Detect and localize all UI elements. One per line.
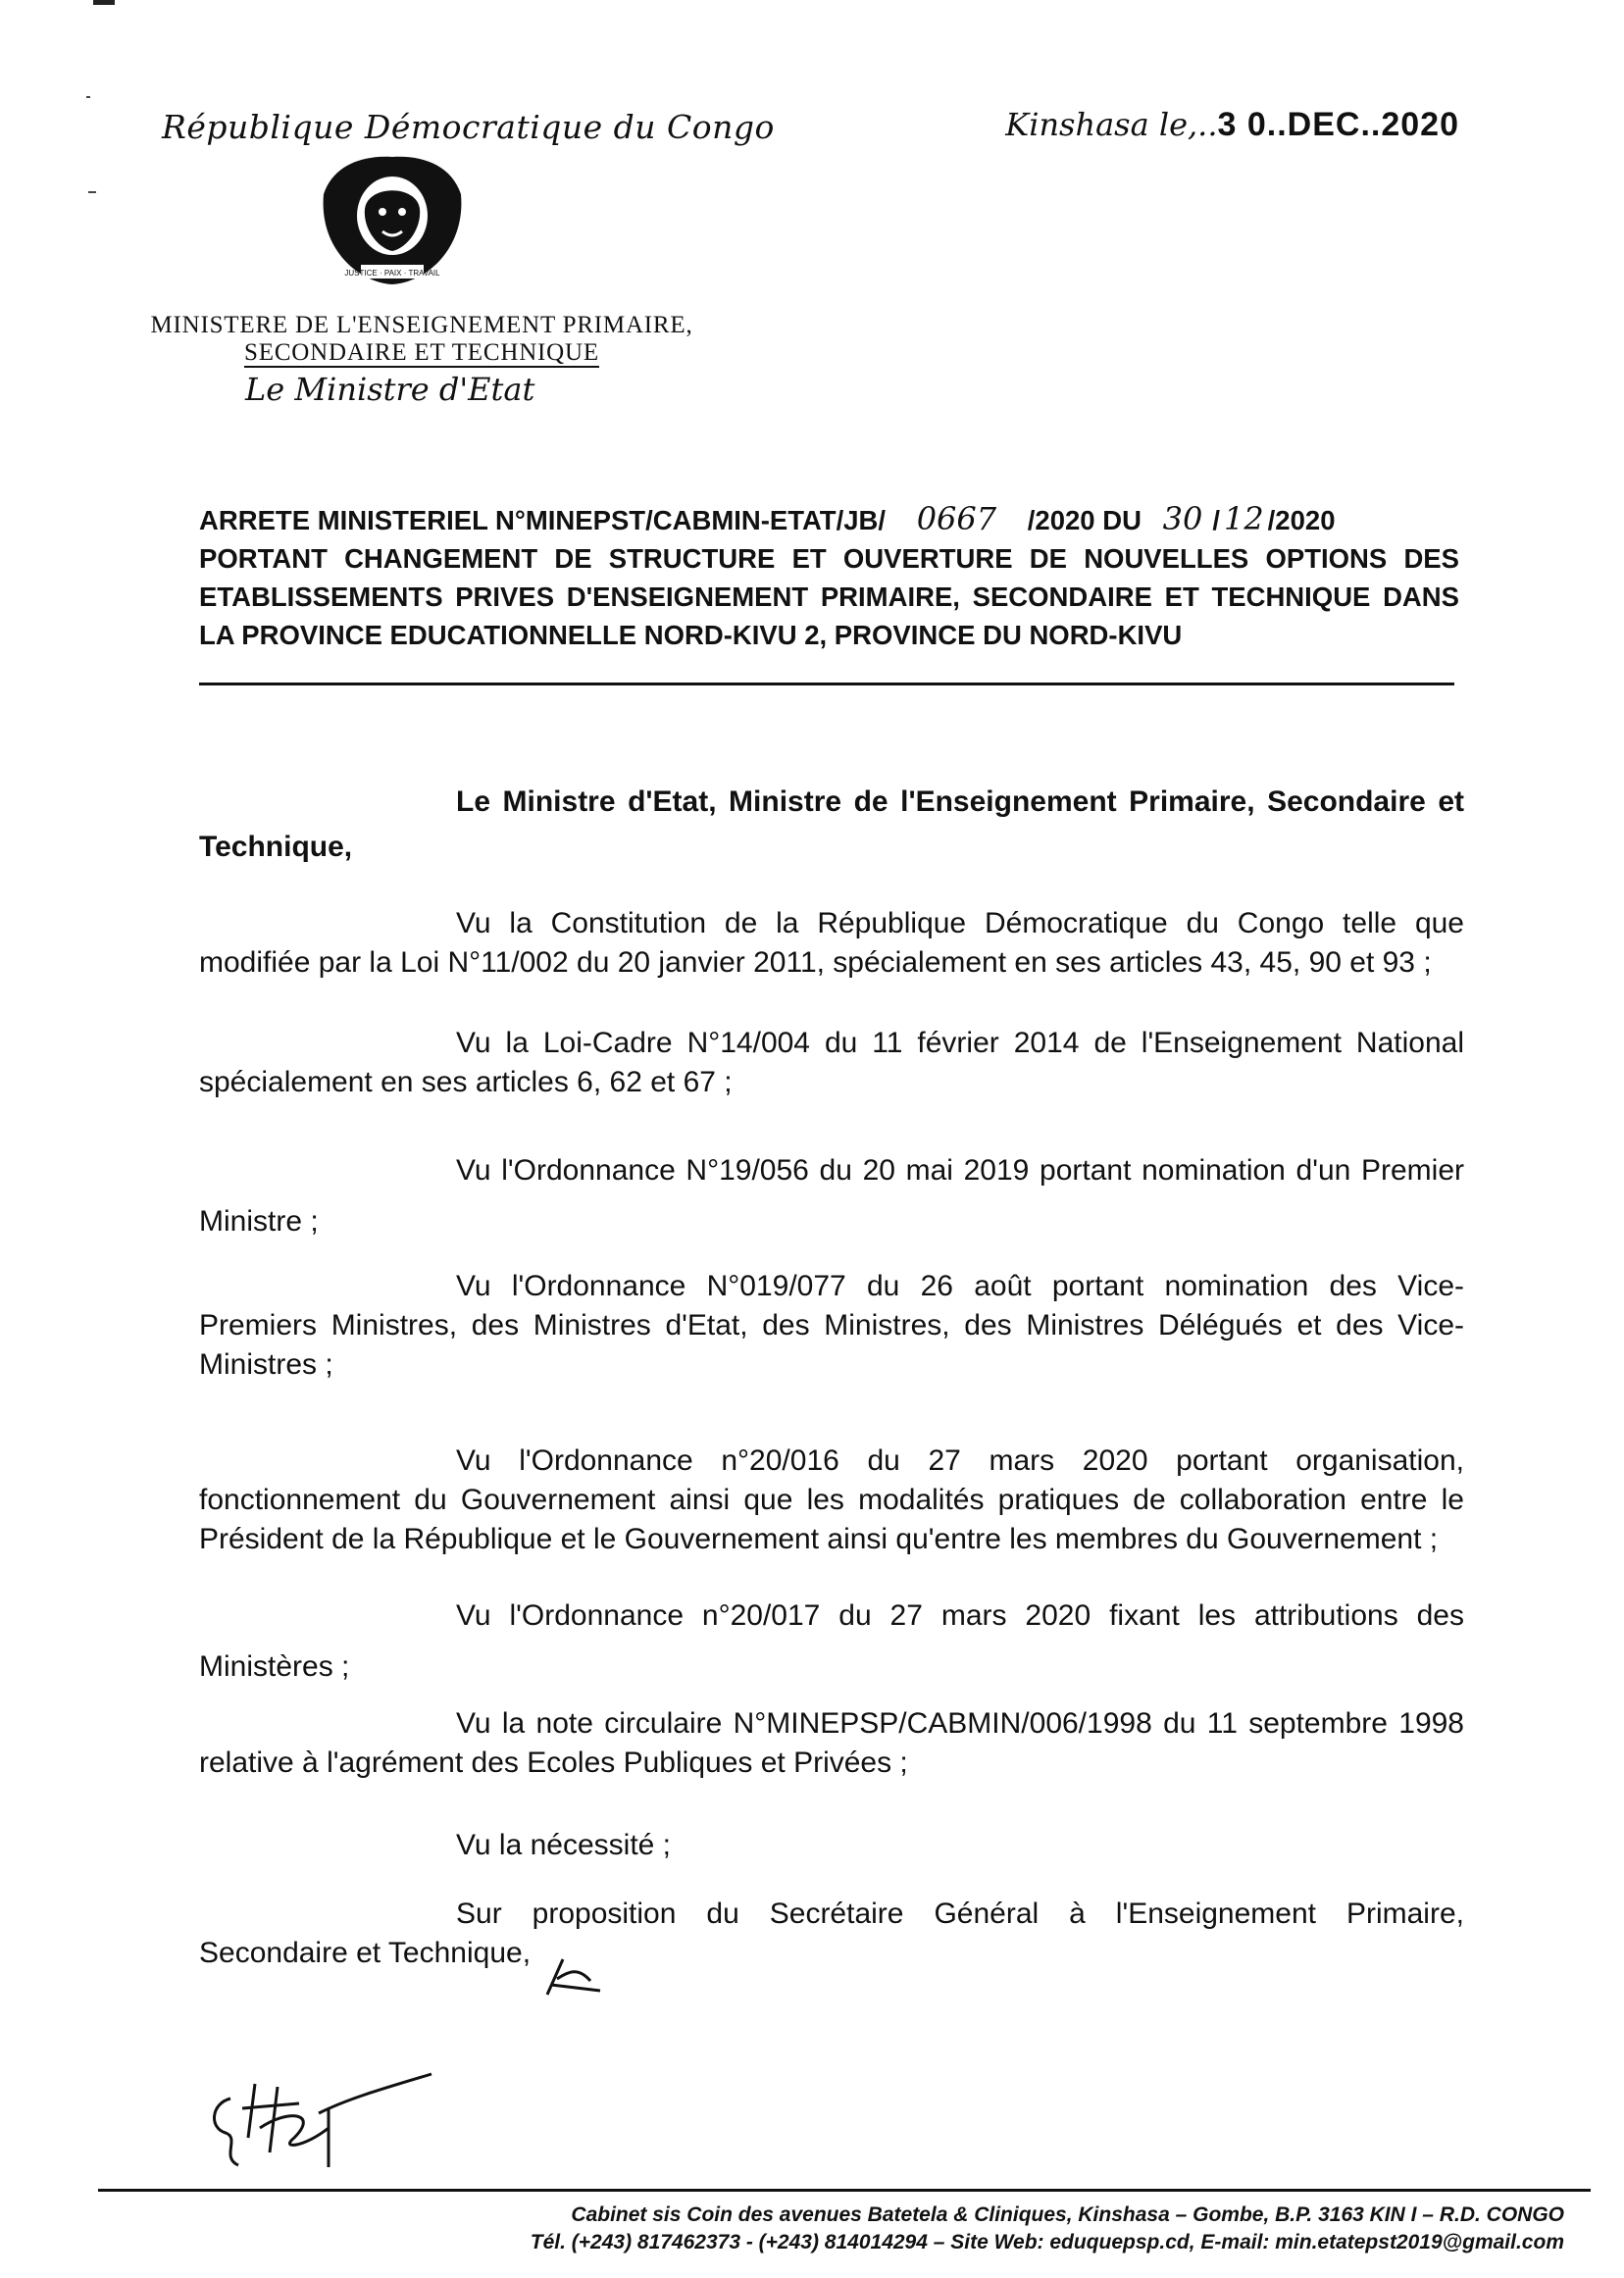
arrete-title-block xyxy=(199,500,1459,654)
arrete-reference: ARRETE MINISTERIEL N°MINEPST/CABMIN-ETAT/JB/ 0667 /2020 DU 30 / 12 /2020 xyxy=(199,500,1336,537)
arrete-year: /2020 xyxy=(1267,505,1336,535)
proposal-paragraph: Sur proposition du Secrétaire Général à l'Enseignement Primaire, Secondaire et Technique, xyxy=(199,1898,1464,1969)
ministry-name-line2 xyxy=(137,339,706,367)
vu-ordonnance-organisation: Vu l'Ordonnance n°20/016 du 27 mars 2020 portant organisation, fonctionnement du Gouvernement ainsi que les modalités pratiques de collaboration entre le Président de la République et le Gouvernement ainsi qu'entre les membres du Gouvernement ; xyxy=(199,1444,1464,1555)
vu-note-circulaire: Vu la note circulaire N°MINEPSP/CABMIN/006/1998 du 11 septembre 1998 relative à l'agrément des Ecoles Publiques et Privées ; xyxy=(199,1707,1464,1779)
handwritten-month: 12 xyxy=(1223,500,1264,537)
footer-contact: Tél. (+243) 817462373 - (+243) 814014294 – Site Web: eduquepsp.cd, E-mail: min.etatepst2019@gmail.com xyxy=(530,2231,1564,2253)
minister-intro: Le Ministre d'Etat, Ministre de l'Enseignement Primaire, Secondaire et Technique, xyxy=(199,785,1464,863)
handwritten-number: 0667 xyxy=(916,500,997,537)
handwritten-signature xyxy=(201,2069,446,2177)
scan-dot xyxy=(86,96,90,98)
footer-rule xyxy=(98,2189,1591,2192)
minister-title: Le Ministre d'Etat xyxy=(245,371,535,408)
ministry-name-line1: MINISTERE DE L'ENSEIGNEMENT PRIMAIRE, xyxy=(150,312,693,338)
vu-constitution: Vu la Constitution de la République Démocratique du Congo telle que modifiée par la Loi N°11/002 du 20 janvier 2011, spécialement en ses articles 43, 45, 90 et 93 ; xyxy=(199,907,1464,979)
scan-dot xyxy=(88,191,96,193)
footer-address: Cabinet sis Coin des avenues Batetela & Cliniques, Kinshasa – Gombe, B.P. 3163 KIN I – R.D. CONGO xyxy=(571,2203,1564,2226)
arrete-subject: PORTANT CHANGEMENT DE STRUCTURE ET OUVERTURE DE NOUVELLES OPTIONS DES ETABLISSEMENTS PRIVES D'ENSEIGNEMENT PRIMAIRE, SECONDAIRE ET TECHNIQUE DANS LA PROVINCE EDUCATIONNELLE NORD-KIVU 2, PROVINCE DU NORD-KIVU xyxy=(199,543,1459,650)
place-date xyxy=(1005,106,1459,144)
emblem-motto: JUSTICE · PAIX · TRAVAIL xyxy=(344,269,440,278)
republic-heading: République Démocratique du Congo xyxy=(162,108,775,146)
vu-ordonnance-nomination: Vu l'Ordonnance N°019/077 du 26 août portant nomination des Vice-Premiers Ministres, des Ministres d'Etat, des Ministres, des Ministres Délégués et des Vice-Ministres ; xyxy=(199,1270,1464,1381)
handwritten-day: 30 xyxy=(1162,500,1203,537)
scan-mark xyxy=(93,0,115,5)
initials-paraph xyxy=(539,1951,608,1999)
vu-ordonnance-premier-ministre: Vu l'Ordonnance N°19/056 du 20 mai 2019 portant nomination d'un Premier Ministre ; xyxy=(199,1154,1464,1238)
date-stamp: 3 0..DEC..2020 xyxy=(1217,106,1459,143)
vu-ordonnance-attributions: Vu l'Ordonnance n°20/017 du 27 mars 2020 fixant les attributions des Ministères ; xyxy=(199,1599,1464,1683)
ministry-name-line2-text: SECONDAIRE ET TECHNIQUE xyxy=(244,339,599,366)
arrete-middle: /2020 DU xyxy=(1027,505,1142,535)
vu-necessite: Vu la nécessité ; xyxy=(456,1829,672,1861)
coat-of-arms-emblem xyxy=(314,155,471,287)
arrete-prefix: ARRETE MINISTERIEL N°MINEPST/CABMIN-ETAT/JB/ xyxy=(199,505,887,535)
vu-loi-cadre: Vu la Loi-Cadre N°14/004 du 11 février 2014 de l'Enseignement National spécialement en ses articles 6, 62 et 67 ; xyxy=(199,1027,1464,1098)
title-underline xyxy=(199,683,1454,685)
city-label: Kinshasa le,.. xyxy=(1005,106,1218,143)
